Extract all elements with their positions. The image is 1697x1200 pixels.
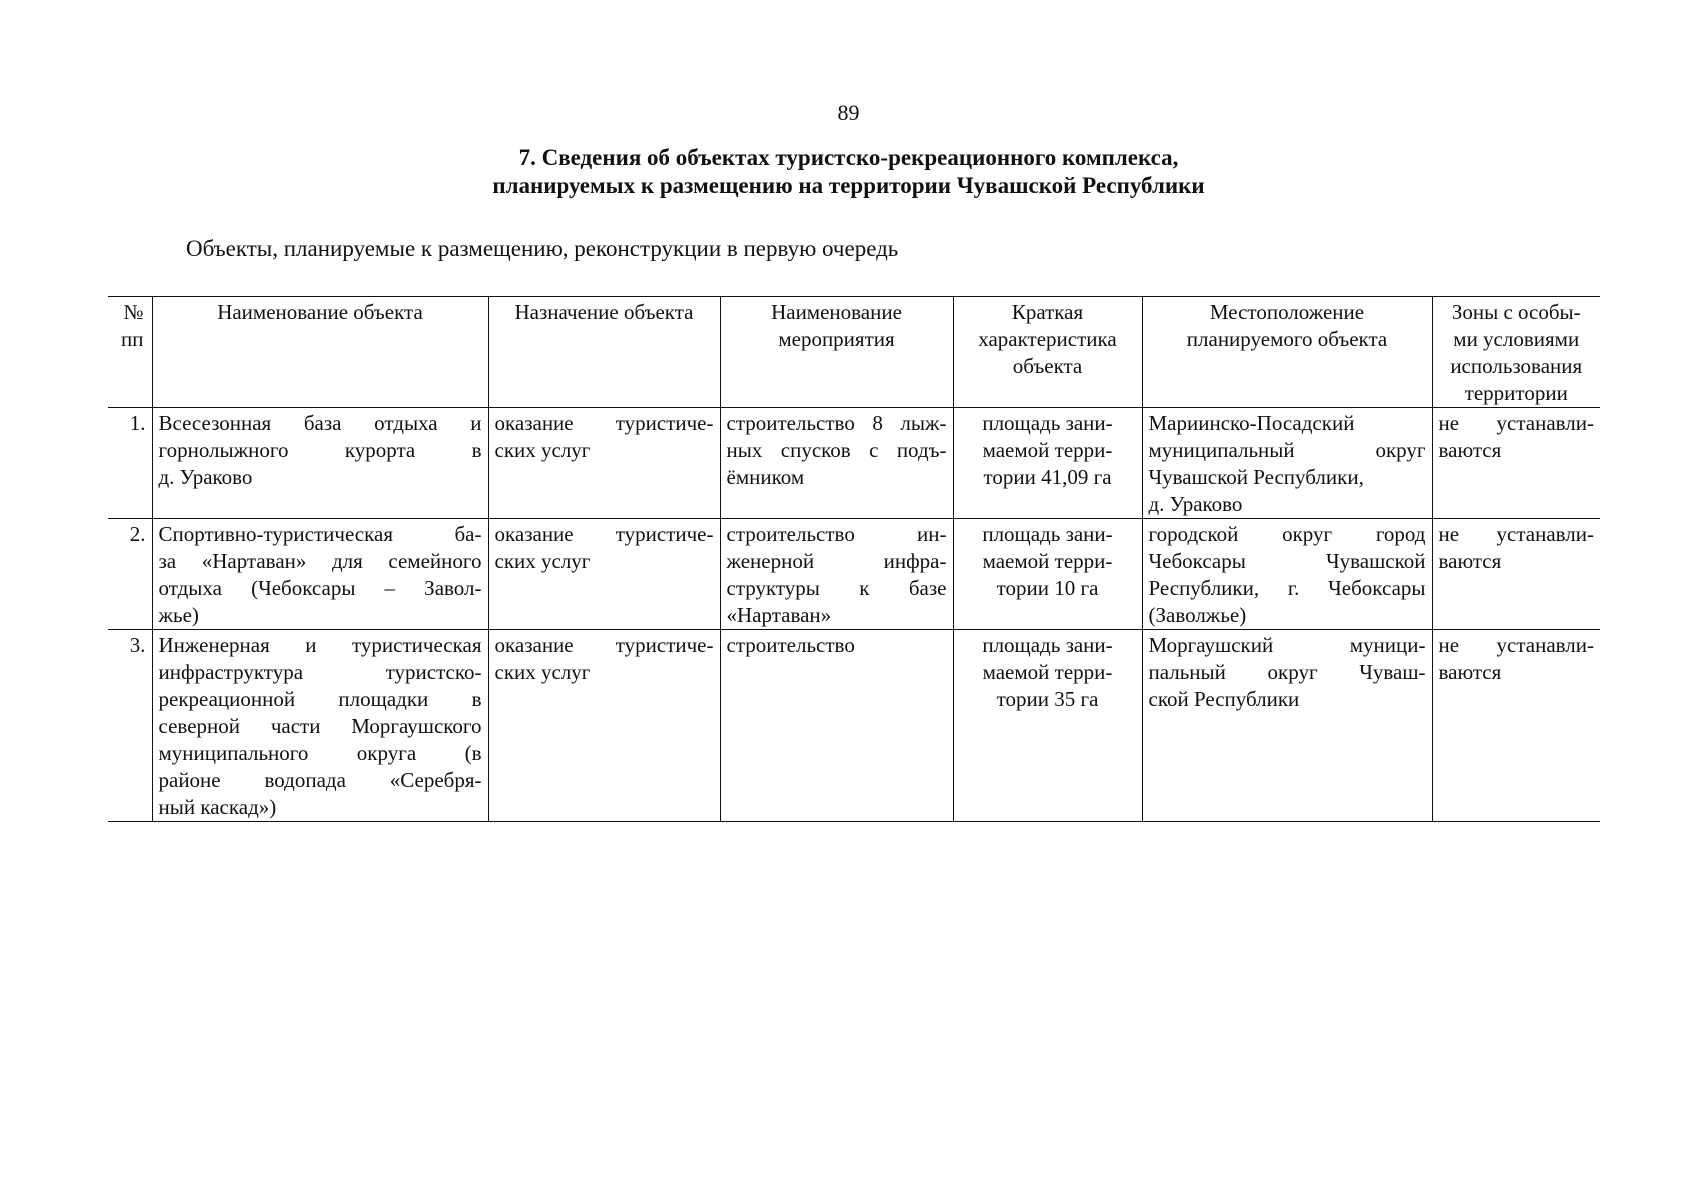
header-characteristic: Краткая характеристика объекта <box>978 300 1117 378</box>
header-purpose: Назначение объекта <box>514 300 694 324</box>
location-line: Чувашской Республики, <box>1148 465 1364 489</box>
event-line: строительство 8 лыж- <box>726 411 947 435</box>
document-title-line-1: 7. Сведения об объектах туристско-рекреационного комплекса, <box>518 145 1179 170</box>
event-line: строительство ин- <box>726 522 947 546</box>
location-line: Республики, г. Чебоксары <box>1148 576 1426 600</box>
table-caption: Объекты, планируемые к размещению, реконструкции в первую очередь <box>186 236 899 261</box>
object-purpose-line: ских услуг <box>494 660 591 684</box>
document-title-line-2: планируемых к размещению на территории Чувашской Республики <box>492 173 1205 198</box>
table-row <box>108 519 1600 630</box>
header-location: Местоположение планируемого объекта <box>1186 300 1388 351</box>
zones-line: не устанавли- <box>1438 633 1594 657</box>
zones-line: не устанавли- <box>1438 522 1594 546</box>
row-num: 3. <box>129 633 146 657</box>
object-purpose-line: оказание туристиче- <box>494 411 714 435</box>
object-name-line: отдыха (Чебоксары – Завол- <box>158 576 482 600</box>
row-num: 1. <box>129 411 146 435</box>
header-num: № пп <box>121 300 144 351</box>
object-name-line: Инженерная и туристическая <box>158 633 482 657</box>
objects-table <box>108 296 1600 822</box>
object-purpose-line: оказание туристиче- <box>494 522 714 546</box>
object-name-line: д. Ураково <box>158 465 253 489</box>
object-name-line: горнолыжного курорта в <box>158 438 482 462</box>
object-name-line: Всесезонная база отдыха и <box>158 411 482 435</box>
row-num: 2. <box>129 522 146 546</box>
page-number: 89 <box>837 100 860 125</box>
object-characteristic: площадь зани- маемой терри- тории 10 га <box>982 522 1113 600</box>
event-line: ных спусков с подъ- <box>726 438 947 462</box>
object-name-line: за «Нартаван» для семейного <box>158 549 482 573</box>
event-line: женерной инфра- <box>726 549 947 573</box>
event-line: ёмником <box>726 465 805 489</box>
location-line: д. Ураково <box>1148 492 1243 516</box>
header-name: Наименование объекта <box>217 300 423 324</box>
event-line: строительство <box>726 633 855 657</box>
location-line: Моргаушский муници- <box>1148 633 1426 657</box>
object-characteristic: площадь зани- маемой терри- тории 35 га <box>982 633 1113 711</box>
zones-line: не устанавли- <box>1438 411 1594 435</box>
table-header-row <box>108 297 1600 408</box>
location-line: муниципальный округ <box>1148 438 1426 462</box>
object-name-line: районе водопада «Серебря- <box>158 768 482 792</box>
object-name-line: муниципального округа (в <box>158 741 482 765</box>
object-name-line: северной части Моргаушского <box>158 714 482 738</box>
object-purpose-line: оказание туристиче- <box>494 633 714 657</box>
table-row <box>108 408 1600 519</box>
object-name-line: рекреационной площадки в <box>158 687 482 711</box>
header-zones: Зоны с особы- ми условиями использования территории <box>1450 300 1583 405</box>
event-line: структуры к базе <box>726 576 947 600</box>
object-purpose-line: ских услуг <box>494 438 591 462</box>
zones-line: ваются <box>1438 660 1502 684</box>
zones-line: ваются <box>1438 549 1502 573</box>
event-line: «Нартаван» <box>726 603 832 627</box>
object-name-line: Спортивно-туристическая ба- <box>158 522 482 546</box>
object-name-line: инфраструктура туристско- <box>158 660 482 684</box>
object-purpose-line: ских услуг <box>494 549 591 573</box>
location-line: пальный округ Чуваш- <box>1148 660 1426 684</box>
document-title <box>0 144 1697 200</box>
table-row <box>108 630 1600 822</box>
location-line: Мариинско-Посадский <box>1148 411 1355 435</box>
location-line: Чебоксары Чувашской <box>1148 549 1426 573</box>
header-event: Наименование мероприятия <box>771 300 902 351</box>
location-line: ской Республики <box>1148 687 1300 711</box>
location-line: городской округ город <box>1148 522 1426 546</box>
object-name-line: жье) <box>158 603 199 627</box>
location-line: (Заволжье) <box>1148 603 1247 627</box>
zones-line: ваются <box>1438 438 1502 462</box>
object-name-line: ный каскад») <box>158 795 277 819</box>
object-characteristic: площадь зани- маемой терри- тории 41,09 га <box>982 411 1113 489</box>
